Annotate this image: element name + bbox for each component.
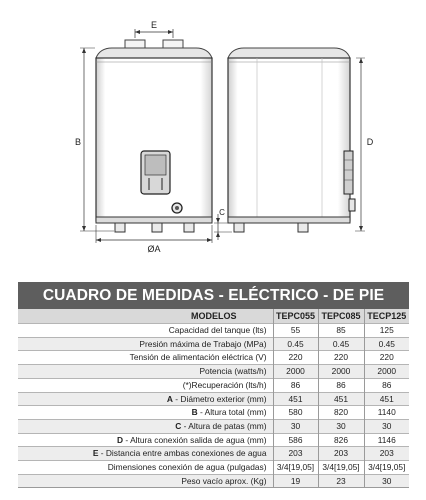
row-label: [18, 378, 273, 392]
table-row: [18, 337, 409, 351]
row-label: [18, 337, 273, 351]
model-header-3: TECP125: [364, 309, 409, 324]
value-cell: 451: [318, 392, 364, 406]
spec-table: [18, 309, 409, 488]
value-cell: 1146: [364, 433, 409, 447]
front-foot-left: [115, 223, 125, 232]
value-cell: 0.45: [318, 337, 364, 351]
value-cell: 451: [273, 392, 318, 406]
dimension-letter: D: [117, 434, 124, 445]
value-cell: 580: [273, 406, 318, 420]
value-cell: 0.45: [364, 337, 409, 351]
table-row: [18, 419, 409, 433]
value-cell: 30: [364, 474, 409, 488]
dimension-letter: E: [92, 448, 99, 459]
value-cell: 55: [273, 324, 318, 338]
row-label-text: - Altura total (mm): [197, 407, 267, 418]
value-cell: 820: [318, 406, 364, 420]
front-body: [96, 58, 212, 221]
value-cell: 30: [364, 419, 409, 433]
value-cell: 220: [318, 351, 364, 365]
value-cell: 220: [273, 351, 318, 365]
spec-table-body: [18, 324, 409, 488]
table-row: [18, 433, 409, 447]
table-row: [18, 406, 409, 420]
table-row: [18, 365, 409, 379]
row-label-text: - Altura conexión salida de agua (mm): [123, 434, 267, 445]
value-cell: 451: [364, 392, 409, 406]
value-cell: 86: [273, 378, 318, 392]
value-cell: 203: [364, 447, 409, 461]
spec-table-title: CUADRO DE MEDIDAS - ELÉCTRICO - DE PIE: [18, 282, 409, 309]
value-cell: 0.45: [273, 337, 318, 351]
row-label-text: Capacidad del tanque (lts): [168, 325, 267, 335]
spec-table-section: [18, 282, 409, 488]
dimension-letter: A: [166, 393, 173, 404]
side-control-panel: [344, 151, 353, 194]
row-label: [18, 433, 273, 447]
side-foot-left: [234, 223, 244, 232]
row-label: [18, 392, 273, 406]
dimension-label-d: D: [366, 137, 374, 147]
table-row: [18, 474, 409, 488]
value-cell: 220: [364, 351, 409, 365]
row-label-text: Tensión de alimentación eléctrica (V): [129, 352, 267, 363]
row-label: [18, 461, 273, 475]
front-view: [96, 40, 212, 232]
value-cell: 86: [318, 378, 364, 392]
row-label: [18, 351, 273, 365]
value-cell: 3/4[19,05]: [364, 461, 409, 475]
spec-table-header-row: [18, 309, 409, 324]
dimension-label-b: B: [74, 137, 82, 147]
dimension-label-a: ØA: [147, 244, 161, 254]
side-view: [228, 48, 355, 232]
row-label: [18, 474, 273, 488]
table-row: [18, 324, 409, 338]
table-row: [18, 378, 409, 392]
side-foot-right: [298, 223, 308, 232]
row-label-text: Presión máxima de Trabajo (MPa): [139, 338, 267, 349]
dimension-letter: C: [175, 420, 182, 431]
side-body: [228, 58, 350, 221]
row-label: [18, 324, 273, 338]
row-label: [18, 365, 273, 379]
models-header: MODELOS: [18, 309, 273, 324]
row-label-text: - Altura de patas (mm): [181, 420, 267, 431]
table-row: [18, 392, 409, 406]
value-cell: 1140: [364, 406, 409, 420]
row-label-text: Dimensiones conexión de agua (pulgadas): [107, 462, 267, 473]
value-cell: 2000: [273, 365, 318, 379]
value-cell: 3/4[19,05]: [273, 461, 318, 475]
model-header-1: TEPC055: [273, 309, 318, 324]
value-cell: 2000: [364, 365, 409, 379]
table-row: [18, 461, 409, 475]
value-cell: 2000: [318, 365, 364, 379]
dimension-label-e: E: [150, 20, 158, 30]
table-row: [18, 351, 409, 365]
row-label: [18, 406, 273, 420]
dimension-d: [355, 58, 374, 231]
value-cell: 3/4[19,05]: [318, 461, 364, 475]
value-cell: 826: [318, 433, 364, 447]
model-header-2: TEPC085: [318, 309, 364, 324]
row-label-text: Peso vacío aprox. (Kg): [181, 475, 267, 486]
row-label: [18, 447, 273, 461]
row-label-text: (*)Recuperación (lts/h): [182, 379, 267, 390]
value-cell: 125: [364, 324, 409, 338]
front-foot-right: [184, 223, 194, 232]
value-cell: 30: [273, 419, 318, 433]
row-label-text: - Distancia entre ambas conexiones de agua: [98, 448, 267, 459]
value-cell: 586: [273, 433, 318, 447]
value-cell: 23: [318, 474, 364, 488]
table-row: [18, 447, 409, 461]
row-label-text: Potencia (watts/h): [199, 366, 267, 377]
value-cell: 30: [318, 419, 364, 433]
row-label: [18, 419, 273, 433]
value-cell: 85: [318, 324, 364, 338]
dimension-letter: B: [191, 407, 198, 418]
row-label-text: - Diámetro exterior (mm): [172, 393, 267, 404]
dimension-label-c: C: [219, 208, 225, 217]
value-cell: 86: [364, 378, 409, 392]
value-cell: 203: [318, 447, 364, 461]
value-cell: 19: [273, 474, 318, 488]
dimension-e: [135, 20, 173, 38]
front-foot-mid: [152, 223, 162, 232]
value-cell: 203: [273, 447, 318, 461]
